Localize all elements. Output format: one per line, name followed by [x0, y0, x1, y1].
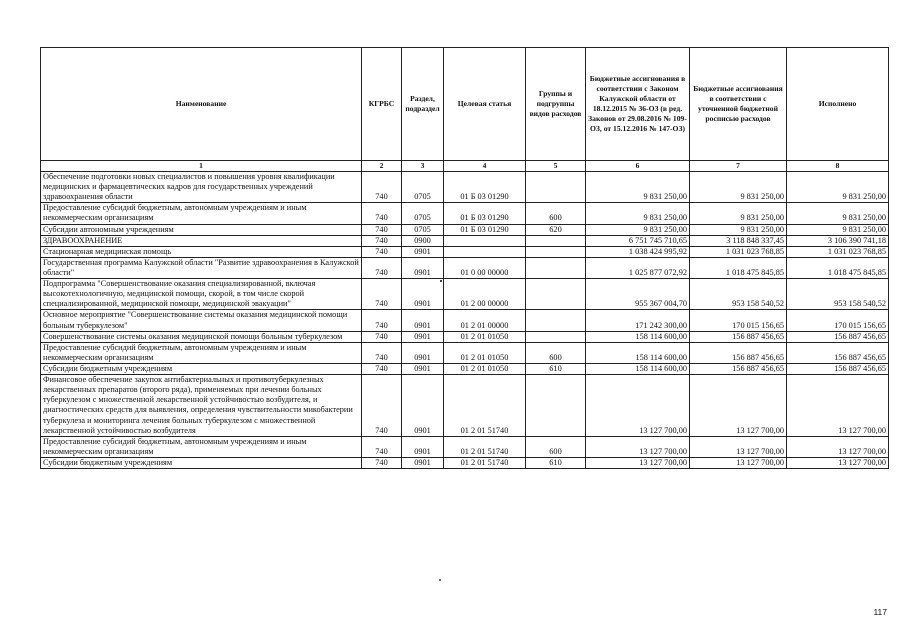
row-kgrbs: 740	[362, 436, 402, 457]
table-row	[41, 203, 889, 224]
row-law-allocation: 171 242 300,00	[586, 310, 690, 331]
row-target-article: 01 Б 03 01290	[444, 224, 526, 235]
row-name: Государственная программа Калужской области "Развитие здравоохранения в Калужской области"	[41, 257, 362, 278]
row-law-allocation: 1 025 877 072,92	[586, 257, 690, 278]
header-rospis-allocations: Бюджетные ассигнования в соответствии с уточненной бюджетной росписью расходов	[690, 48, 787, 161]
row-expense-group: 610	[526, 457, 586, 468]
row-rospis-allocation: 953 158 540,52	[690, 279, 787, 310]
row-kgrbs: 740	[362, 246, 402, 257]
row-name: Субсидии бюджетным учреждениям	[41, 363, 362, 374]
table-row	[41, 342, 889, 363]
column-number: 8	[787, 161, 889, 172]
row-executed: 156 887 456,65	[787, 342, 889, 363]
row-rospis-allocation: 156 887 456,65	[690, 331, 787, 342]
row-kgrbs: 740	[362, 331, 402, 342]
row-razdel: 0901	[402, 246, 444, 257]
row-target-article	[444, 235, 526, 246]
table-row	[41, 172, 889, 203]
page-number: 117	[873, 607, 887, 617]
row-law-allocation: 13 127 700,00	[586, 457, 690, 468]
row-razdel: 0705	[402, 224, 444, 235]
row-target-article: 01 2 01 01050	[444, 331, 526, 342]
scan-speck	[439, 579, 441, 581]
header-row	[41, 48, 889, 161]
row-rospis-allocation: 13 127 700,00	[690, 457, 787, 468]
row-executed: 9 831 250,00	[787, 172, 889, 203]
row-expense-group	[526, 235, 586, 246]
table-row	[41, 279, 889, 310]
table-row	[41, 363, 889, 374]
row-expense-group	[526, 279, 586, 310]
row-expense-group	[526, 257, 586, 278]
row-executed: 13 127 700,00	[787, 375, 889, 437]
row-law-allocation: 158 114 600,00	[586, 342, 690, 363]
row-rospis-allocation: 1 031 023 768,85	[690, 246, 787, 257]
scan-speck	[440, 280, 442, 282]
table-row	[41, 235, 889, 246]
table-row	[41, 257, 889, 278]
table-row	[41, 436, 889, 457]
row-executed: 1 031 023 768,85	[787, 246, 889, 257]
row-law-allocation: 13 127 700,00	[586, 375, 690, 437]
row-name: Обеспечение подготовки новых специалистов и повышения уровня квалификации медицинских и фармацевтических кадров для государственных учреждений здравоохранения области	[41, 172, 362, 203]
header-razdel: Раздел, подраздел	[402, 48, 444, 161]
column-number: 6	[586, 161, 690, 172]
header-expense-group: Группы и подгруппы видов расходов	[526, 48, 586, 161]
row-target-article	[444, 246, 526, 257]
row-expense-group: 600	[526, 436, 586, 457]
row-expense-group	[526, 331, 586, 342]
row-kgrbs: 740	[362, 457, 402, 468]
row-razdel: 0901	[402, 342, 444, 363]
table-row	[41, 375, 889, 437]
row-target-article: 01 2 01 51740	[444, 375, 526, 437]
table-row	[41, 331, 889, 342]
row-name: Предоставление субсидий бюджетным, автономным учреждениям и иным некоммерческим организациям	[41, 436, 362, 457]
row-law-allocation: 158 114 600,00	[586, 331, 690, 342]
header-target-article: Целевая статья	[444, 48, 526, 161]
row-kgrbs: 740	[362, 375, 402, 437]
row-law-allocation: 9 831 250,00	[586, 172, 690, 203]
row-law-allocation: 1 038 424 995,92	[586, 246, 690, 257]
row-expense-group	[526, 375, 586, 437]
row-expense-group: 610	[526, 363, 586, 374]
row-name: Предоставление субсидий бюджетным, автономным учреждениям и иным некоммерческим организациям	[41, 342, 362, 363]
header-name: Наименование	[41, 48, 362, 161]
row-expense-group: 600	[526, 203, 586, 224]
header-law-allocations: Бюджетные ассигнования в соответствии с Законом Калужской области от 18.12.2015 № 36-ОЗ (в ред. Законов от 29.08.2016 № 109-ОЗ, от 15.12.2016 № 147-ОЗ)	[586, 48, 690, 161]
row-razdel: 0901	[402, 279, 444, 310]
row-target-article: 01 Б 03 01290	[444, 172, 526, 203]
row-target-article: 01 2 01 51740	[444, 436, 526, 457]
row-kgrbs: 740	[362, 224, 402, 235]
row-target-article: 01 2 01 00000	[444, 310, 526, 331]
row-kgrbs: 740	[362, 363, 402, 374]
row-rospis-allocation: 9 831 250,00	[690, 203, 787, 224]
row-expense-group	[526, 310, 586, 331]
row-kgrbs: 740	[362, 172, 402, 203]
row-executed: 156 887 456,65	[787, 363, 889, 374]
row-name: Финансовое обеспечение закупок антибактериальных и противотуберкулезных лекарственных препаратов (второго ряда), применяемых при лечении больных туберкулезом с множественной лекарственной устойчивостью возбудителя, и диагностических средств для выявления, определения чувствительности микобактерии туберкулеза и мониторинга лечения больных туберкулезом с множественной лекарственной устойчивостью возбудителя	[41, 375, 362, 437]
row-rospis-allocation: 156 887 456,65	[690, 342, 787, 363]
column-number: 7	[690, 161, 787, 172]
row-razdel: 0901	[402, 375, 444, 437]
table-row	[41, 310, 889, 331]
row-executed: 13 127 700,00	[787, 457, 889, 468]
row-target-article: 01 2 01 01050	[444, 342, 526, 363]
row-razdel: 0705	[402, 203, 444, 224]
row-executed: 9 831 250,00	[787, 224, 889, 235]
table-row	[41, 224, 889, 235]
column-number: 3	[402, 161, 444, 172]
row-expense-group: 600	[526, 342, 586, 363]
row-razdel: 0901	[402, 310, 444, 331]
row-name: Подпрограмма "Совершенствование оказания специализированной, включая высокотехнологичную, медицинской помощи, скорой, в том числе скорой специализированной, медицинской помощи, медицинской эвакуации"	[41, 279, 362, 310]
column-number-row	[41, 161, 889, 172]
row-kgrbs: 740	[362, 257, 402, 278]
row-executed: 3 106 390 741,18	[787, 235, 889, 246]
column-number: 2	[362, 161, 402, 172]
header-kgrbs: КГРБС	[362, 48, 402, 161]
row-rospis-allocation: 170 015 156,65	[690, 310, 787, 331]
row-razdel: 0901	[402, 457, 444, 468]
row-kgrbs: 740	[362, 235, 402, 246]
row-rospis-allocation: 13 127 700,00	[690, 375, 787, 437]
row-target-article: 01 2 00 00000	[444, 279, 526, 310]
row-expense-group: 620	[526, 224, 586, 235]
budget-execution-table	[40, 47, 889, 469]
row-target-article: 01 2 01 01050	[444, 363, 526, 374]
row-rospis-allocation: 13 127 700,00	[690, 436, 787, 457]
row-rospis-allocation: 1 018 475 845,85	[690, 257, 787, 278]
row-law-allocation: 9 831 250,00	[586, 224, 690, 235]
row-target-article: 01 Б 03 01290	[444, 203, 526, 224]
row-name: Совершенствование системы оказания медицинской помощи больным туберкулезом	[41, 331, 362, 342]
row-executed: 1 018 475 845,85	[787, 257, 889, 278]
row-target-article: 01 0 00 00000	[444, 257, 526, 278]
row-target-article: 01 2 01 51740	[444, 457, 526, 468]
row-law-allocation: 158 114 600,00	[586, 363, 690, 374]
row-executed: 953 158 540,52	[787, 279, 889, 310]
row-razdel: 0901	[402, 257, 444, 278]
row-razdel: 0901	[402, 331, 444, 342]
row-name: Субсидии автономным учреждениям	[41, 224, 362, 235]
row-kgrbs: 740	[362, 203, 402, 224]
table-body	[41, 161, 889, 469]
row-razdel: 0900	[402, 235, 444, 246]
row-kgrbs: 740	[362, 310, 402, 331]
row-rospis-allocation: 156 887 456,65	[690, 363, 787, 374]
row-razdel: 0901	[402, 436, 444, 457]
column-number: 4	[444, 161, 526, 172]
column-number: 5	[526, 161, 586, 172]
table-row	[41, 246, 889, 257]
row-razdel: 0705	[402, 172, 444, 203]
column-number: 1	[41, 161, 362, 172]
table-row	[41, 457, 889, 468]
row-executed: 9 831 250,00	[787, 203, 889, 224]
row-kgrbs: 740	[362, 279, 402, 310]
row-executed: 13 127 700,00	[787, 436, 889, 457]
row-law-allocation: 13 127 700,00	[586, 436, 690, 457]
row-law-allocation: 9 831 250,00	[586, 203, 690, 224]
row-expense-group	[526, 246, 586, 257]
row-rospis-allocation: 9 831 250,00	[690, 172, 787, 203]
row-razdel: 0901	[402, 363, 444, 374]
row-name: ЗДРАВООХРАНЕНИЕ	[41, 235, 362, 246]
row-executed: 170 015 156,65	[787, 310, 889, 331]
row-rospis-allocation: 3 118 848 337,45	[690, 235, 787, 246]
row-name: Субсидии бюджетным учреждениям	[41, 457, 362, 468]
row-name: Основное мероприятие "Совершенствование системы оказания медицинской помощи больным туберкулезом"	[41, 310, 362, 331]
row-expense-group	[526, 172, 586, 203]
row-executed: 156 887 456,65	[787, 331, 889, 342]
row-law-allocation: 955 367 004,70	[586, 279, 690, 310]
row-rospis-allocation: 9 831 250,00	[690, 224, 787, 235]
row-kgrbs: 740	[362, 342, 402, 363]
row-name: Стационарная медицинская помощь	[41, 246, 362, 257]
header-executed: Исполнено	[787, 48, 889, 161]
row-law-allocation: 6 751 745 710,65	[586, 235, 690, 246]
row-name: Предоставление субсидий бюджетным, автономным учреждениям и иным некоммерческим организациям	[41, 203, 362, 224]
